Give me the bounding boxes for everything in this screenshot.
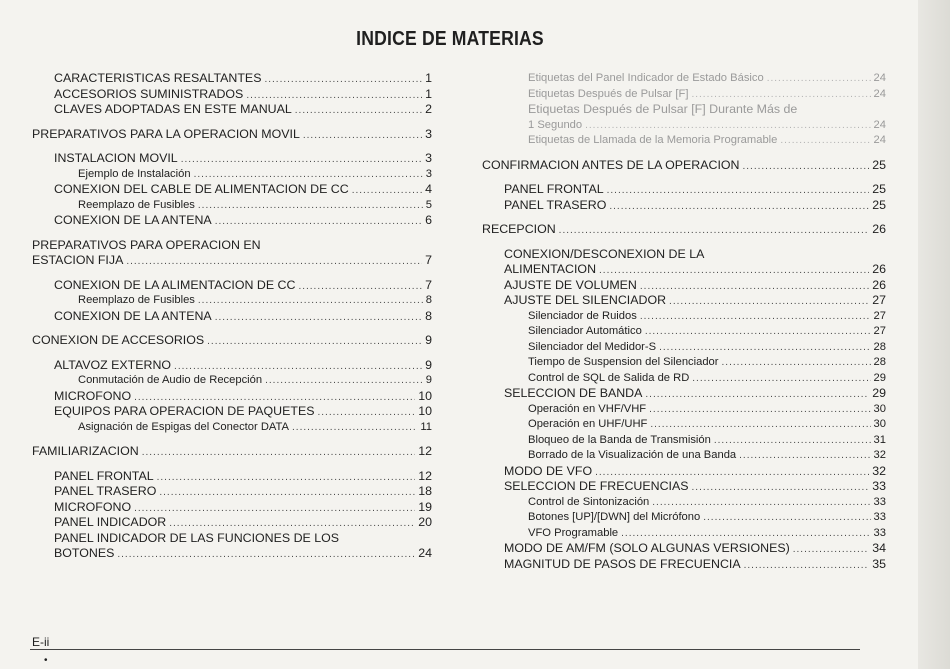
toc-entry[interactable] [482,118,886,134]
toc-entry-text: Bloqueo de la Banda de Transmisión [528,433,711,446]
toc-entry-text: Control de Sintonización [528,495,650,508]
toc-entry-page: 9 [425,374,432,386]
dot-leader [645,386,869,402]
dot-leader [714,433,871,449]
toc-entry-text: CONEXION DE LA ANTENA [54,308,212,323]
toc-entry[interactable] [482,133,886,149]
dot-leader [126,253,422,269]
dot-leader [318,404,416,420]
toc-entry-page: 31 [873,433,886,446]
dot-leader [767,71,871,87]
toc-entry[interactable] [32,358,432,374]
toc-entry-page: 24 [873,118,886,131]
toc-entry[interactable] [482,464,886,480]
toc-entry-page: 8 [425,308,432,323]
page-title: INDICE DE MATERIAS [356,28,544,50]
dot-leader [652,495,870,511]
toc-entry-text: PANEL INDICADOR [54,515,167,529]
toc-entry-page: 11 [420,420,432,433]
footer-bullet: • [44,655,48,666]
toc-entry-page: 10 [418,404,432,418]
toc-entry-text: CONEXION DE LA ANTENA [54,213,212,227]
toc-entry[interactable] [482,510,886,526]
dot-leader [352,182,422,198]
dot-leader [181,151,422,167]
toc-entry-page: 26 [872,277,886,292]
toc-right-column [482,71,886,572]
toc-entry[interactable] [482,479,886,495]
toc-entry-page: 33 [873,495,886,508]
toc-entry-text: Etiquetas Después de Pulsar [F] [528,87,689,100]
toc-entry-text: Silenciador de Ruidos [528,309,637,322]
dot-leader [134,389,415,405]
toc-entry[interactable] [482,386,886,402]
toc-entry-text: Asignación de Espigas del Conector DATA [78,420,290,433]
toc-entry[interactable] [482,278,886,294]
toc-entry[interactable] [32,253,432,269]
dot-leader [780,133,870,149]
toc-entry-text: Botones [UP]/[DWN] del Micrófono [528,511,701,523]
toc-entry-page: 35 [872,556,886,571]
toc-entry[interactable] [32,444,432,460]
dot-leader [599,262,869,278]
dot-leader [739,448,870,464]
toc-entry[interactable] [482,433,886,449]
toc-entry[interactable] [482,340,886,356]
toc-entry-page: 32 [873,449,886,461]
dot-leader [157,469,416,485]
toc-entry[interactable] [482,198,886,214]
toc-entry[interactable] [482,371,886,387]
toc-entry-text: CONEXION DEL CABLE DE ALIMENTACION DE CC [54,182,349,196]
toc-entry-page: 25 [872,157,886,172]
dot-leader [198,198,423,214]
toc-entry[interactable] [32,293,432,309]
toc-entry-text: Silenciador del Medidor-S [528,340,657,353]
toc-entry[interactable] [482,448,886,464]
toc-entry-text: PANEL INDICADOR DE LAS FUNCIONES DE LOS [54,530,340,545]
toc-entry-text: AJUSTE DEL SILENCIADOR [504,293,667,307]
toc-left-column [32,71,432,562]
toc-entry[interactable] [482,262,886,278]
toc-entry-page: 28 [873,356,886,368]
toc-entry-page: 10 [418,388,432,403]
dot-leader [691,87,870,103]
toc-entry-page: 12 [418,444,432,458]
toc-entry[interactable] [32,167,432,183]
toc-entry-page: 24 [873,87,886,100]
toc-entry-page: 18 [418,484,432,498]
toc-entry[interactable] [32,278,432,294]
toc-entry-text: CONEXION/DESCONEXION DE LA [504,246,705,261]
dot-leader [295,102,422,118]
toc-entry-text: PANEL TRASERO [504,197,607,212]
toc-entry[interactable] [482,71,886,87]
toc-entry-text: MICROFONO [54,388,132,403]
toc-entry[interactable] [32,531,432,547]
toc-entry-page: 26 [872,262,886,276]
dot-leader [559,222,870,238]
toc-entry-text: CARACTERISTICAS RESALTANTES [54,71,262,85]
toc-entry[interactable] [32,198,432,214]
toc-entry[interactable] [32,151,432,167]
toc-entry-text: SELECCION DE BANDA [504,386,643,400]
toc-entry-text: Etiquetas Después de Pulsar [F] Durante Más de [528,102,798,116]
toc-entry-text: MICROFONO [54,499,132,514]
dot-leader [303,127,422,143]
toc-entry[interactable] [32,546,432,562]
toc-entry-page: 5 [425,198,432,211]
toc-entry[interactable] [482,87,886,103]
dot-leader [194,167,423,183]
toc-entry-text: AJUSTE DE VOLUMEN [504,277,637,292]
toc-entry-page: 3 [425,151,432,165]
toc-entry-text: Operación en UHF/UHF [528,418,648,430]
dot-leader [607,182,870,198]
toc-entry-page: 12 [418,468,432,483]
dot-leader [198,293,423,309]
toc-entry-text: CONEXION DE LA ALIMENTACION DE CC [54,277,296,292]
dot-leader [595,464,869,480]
toc-entry[interactable] [32,309,432,325]
toc-entry-page: 24 [873,134,886,146]
dot-leader [703,510,870,526]
toc-entry-text: INSTALACION MOVIL [54,151,178,165]
toc-entry-page: 2 [425,102,432,116]
toc-entry-text: ACCESORIOS SUMINISTRADOS [54,86,244,101]
toc-entry[interactable] [32,469,432,485]
toc-entry-text: Tiempo de Suspension del Silenciador [528,356,719,368]
toc-entry-text: FAMILIARIZACION [32,444,139,458]
toc-entry[interactable] [482,557,886,573]
toc-entry-page: 9 [425,333,432,347]
dot-leader [246,87,422,103]
toc-entry-page: 24 [418,546,432,560]
dot-leader [292,420,417,436]
dot-leader [298,278,422,294]
toc-entry-page: 30 [873,402,886,415]
toc-entry-page: 25 [872,197,886,212]
toc-entry-text: Borrado de la Visualización de una Banda [528,449,737,461]
toc-entry-text: MODO DE VFO [504,463,593,478]
toc-entry-page: 25 [872,182,886,196]
toc-entry[interactable] [482,222,886,238]
toc-entry-text: PREPARATIVOS PARA OPERACION EN [32,237,261,252]
dot-leader [265,373,423,389]
toc-entry[interactable] [482,541,886,557]
toc-entry[interactable] [482,495,886,511]
toc-entry-text: 1 Segundo [528,118,583,131]
toc-entry[interactable] [32,238,432,254]
toc-entry-text: Conmutación de Audio de Recepción [78,374,263,386]
dot-leader [743,158,870,174]
toc-entry-page: 7 [425,277,432,292]
toc-entry-text: EQUIPOS PARA OPERACION DE PAQUETES [54,404,315,418]
toc-entry-text: CONFIRMACION ANTES DE LA OPERACION [482,157,740,172]
dot-leader [722,355,871,371]
toc-entry-page: 7 [425,253,432,267]
toc-entry-text: Reemplazo de Fusibles [78,294,195,306]
toc-entry-page: 30 [873,418,886,430]
page-number: E-ii [32,635,50,649]
footer-divider [30,649,860,650]
dot-leader [585,118,870,134]
dot-leader [669,293,869,309]
toc-entry[interactable] [32,102,432,118]
toc-entry-page: 28 [873,340,886,353]
toc-entry-page: 3 [425,126,432,141]
toc-entry[interactable] [482,355,886,371]
toc-entry-page: 20 [418,515,432,529]
toc-entry-page: 9 [425,357,432,372]
dot-leader [117,546,415,562]
toc-entry-page: 33 [873,511,886,523]
toc-entry-text: ALTAVOZ EXTERNO [54,357,172,372]
dot-leader [649,402,870,418]
toc-entry[interactable] [32,389,432,405]
toc-entry-page: 34 [872,541,886,555]
toc-entry-text: ALIMENTACION [504,262,597,276]
dot-leader [264,71,422,87]
toc-entry-page: 1 [425,86,432,101]
toc-entry-text: Etiquetas del Panel Indicador de Estado Básico [528,72,764,84]
toc-entry-page: 33 [872,479,886,493]
toc-entry[interactable] [32,404,432,420]
toc-entry[interactable] [482,247,886,263]
toc-entry-page: 29 [873,371,886,384]
toc-entry-text: MODO DE AM/FM (SOLO ALGUNAS VERSIONES) [504,541,790,555]
toc-entry-page: 26 [872,222,886,236]
toc-entry[interactable] [32,373,432,389]
toc-entry[interactable] [32,500,432,516]
toc-entry-page: 3 [425,167,432,180]
dot-leader [215,213,422,229]
dot-leader [609,198,869,214]
dot-leader [692,479,870,495]
toc-entry-text: CONEXION DE ACCESORIOS [32,333,205,347]
toc-entry-page: 1 [425,71,432,85]
toc-entry-page: 8 [425,294,432,306]
dot-leader [621,526,870,542]
toc-entry-text: Control de SQL de Salida de RD [528,371,690,384]
toc-entry-page: 27 [872,293,886,307]
toc-entry-text: PANEL TRASERO [54,484,157,498]
toc-entry[interactable] [32,87,432,103]
toc-entry[interactable] [482,102,886,118]
dot-leader [793,541,869,557]
dot-leader [174,358,422,374]
dot-leader [169,515,415,531]
toc-entry-text: Ejemplo de Instalación [78,167,191,180]
toc-entry-text: PREPARATIVOS PARA LA OPERACION MOVIL [32,126,300,141]
toc-entry-page: 24 [873,72,886,84]
toc-entry-page: 19 [418,499,432,514]
toc-entry-text: VFO Programable [528,526,619,539]
toc-entry-text: CLAVES ADOPTADAS EN ESTE MANUAL [54,102,292,116]
dot-leader [640,309,871,325]
dot-leader [640,278,869,294]
toc-entry[interactable] [482,293,886,309]
dot-leader [659,340,870,356]
toc-entry-text: Reemplazo de Fusibles [78,198,195,211]
toc-entry-text: SELECCION DE FRECUENCIAS [504,479,689,493]
toc-entry-text: PANEL FRONTAL [504,182,604,196]
toc-entry-page: 33 [873,526,886,539]
toc-entry[interactable] [482,324,886,340]
toc-entry[interactable] [482,402,886,418]
toc-entry[interactable] [32,71,432,87]
toc-entry-page: 32 [872,463,886,478]
toc-entry[interactable] [482,158,886,174]
toc-entry-text: Silenciador Automático [528,325,642,337]
toc-entry[interactable] [32,333,432,349]
toc-entry[interactable] [32,484,432,500]
toc-entry-text: BOTONES [54,546,115,560]
dot-leader [215,309,422,325]
dot-leader [645,324,871,340]
page-edge [918,0,950,669]
toc-entry[interactable] [482,417,886,433]
toc-entry-page: 29 [872,386,886,400]
dot-leader [650,417,870,433]
toc-entry-text: Etiquetas de Llamada de la Memoria Programable [528,134,778,146]
dot-leader [134,500,415,516]
toc-entry-text: Operación en VHF/VHF [528,402,647,415]
toc-entry-page: 6 [425,213,432,227]
toc-entry[interactable] [32,213,432,229]
dot-leader [159,484,415,500]
toc-entry-page: 27 [873,309,886,322]
toc-entry[interactable] [482,309,886,325]
toc-entry-text: RECEPCION [482,222,556,236]
toc-entry[interactable] [482,182,886,198]
toc-entry[interactable] [32,127,432,143]
toc-entry-text: MAGNITUD DE PASOS DE FRECUENCIA [504,556,741,571]
toc-entry-text: ESTACION FIJA [32,253,124,267]
dot-leader [744,557,870,573]
toc-entry-page: 27 [873,325,886,337]
toc-entry[interactable] [482,526,886,542]
dot-leader [692,371,870,387]
dot-leader [207,333,422,349]
toc-entry[interactable] [32,182,432,198]
toc-entry-text: PANEL FRONTAL [54,468,154,483]
toc-entry[interactable] [32,420,432,436]
dot-leader [142,444,415,460]
toc-entry[interactable] [32,515,432,531]
toc-entry-page: 4 [425,182,432,196]
